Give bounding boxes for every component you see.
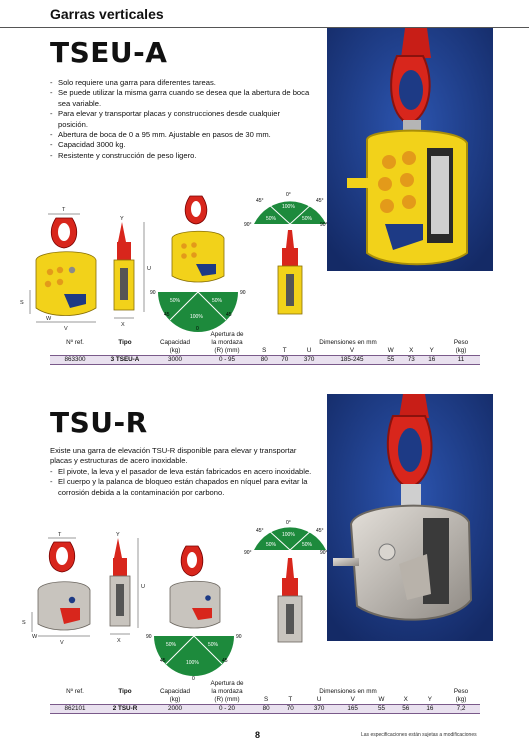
product-title-tseu-a: TSEU-A [50,36,168,69]
angle-label: 90 [150,290,156,296]
cell-peso: 11 [442,356,480,365]
cell-dim: 56 [394,705,418,714]
col-unit: (R) (mm) [214,347,240,354]
col-unit: (kg) [169,696,181,703]
dim-label-u: U [141,584,145,590]
col-header [200,331,254,347]
dim-col: W [378,696,385,703]
cell-dim: 70 [278,705,302,714]
col-header [200,680,254,696]
dim-col: Y [427,696,432,703]
side-view-drawing [110,532,145,644]
cell-dim: 16 [418,705,442,714]
cell-dim: 70 [274,356,294,365]
col-unit: (kg) [455,347,467,354]
cell-dim: 55 [369,705,393,714]
dim-label-t: T [58,532,62,538]
cell-dim: 370 [302,705,336,714]
pct-label: 50% [166,642,177,648]
dim-label-y: Y [120,216,124,222]
pct-label: 50% [302,542,313,548]
dim-col: T [288,696,293,703]
front-view-drawing [22,532,90,646]
angle-label: 0° [286,520,291,526]
dim-label-v: V [64,326,68,332]
col-header: Peso [453,688,469,695]
pct-label: 50% [266,216,277,222]
angle-view-drawing [146,546,242,682]
cell-peso: 7,2 [442,705,480,714]
angle-label: 0° [286,192,291,198]
angle-label: 90° [320,222,328,228]
cell-apertura: 0 - 95 [200,356,254,365]
dim-col: U [316,696,322,703]
angle-label: 90° [320,550,328,556]
pct-label: 50% [208,642,219,648]
angle-label: 0 [196,326,199,332]
feature-item: - El pivote, la leva y el pasador de leva están fabricados en acero inoxidable. [50,467,312,477]
cell-tipo: 3 TSEU-A [100,356,150,365]
cell-ref: 863300 [50,356,100,365]
description-tsu-r [50,446,312,498]
dim-label-s: S [20,300,24,306]
angle-label: 90 [236,634,242,640]
dim-col: S [263,696,269,703]
footer-note: Las especificaciones están sujetas a modificaciones [361,732,477,738]
angle-label: 45 [164,312,170,318]
dim-label-v: V [60,640,64,646]
feature-list-tsu-r [50,467,312,498]
cell-ref: 862101 [50,705,100,714]
dim-label-w: W [46,316,52,322]
intro-text: Existe una garra de elevación TSU-R disponible para elevar y transportar placas y estructuras de acero inoxidable. [50,446,297,466]
pct-label: 50% [302,216,313,222]
cell-dim: 165 [336,705,370,714]
dim-col: Y [429,347,434,354]
cell-dim: 80 [254,356,274,365]
front-view-drawing [20,207,96,332]
header-line: Apertura de [210,680,244,687]
pct-label: 100% [190,314,203,320]
cell-tipo: 2 TSU-R [100,705,150,714]
top-angle-diagram [244,520,328,642]
col-header: Peso [453,339,469,346]
cell-dim: 16 [421,356,442,365]
col-header: Nº ref. [66,688,84,695]
dim-label-t: T [62,207,66,213]
angle-label: 45° [316,198,324,204]
technical-drawings-tsu-r [20,520,330,684]
angle-label: 45 [226,312,232,318]
pct-label: 100% [282,204,295,210]
dim-label-x: X [121,322,125,328]
angle-label: 0 [192,676,195,682]
col-unit: (kg) [455,696,467,703]
pct-label: 50% [266,542,277,548]
top-angle-diagram [244,192,328,314]
dim-col: S [262,347,267,354]
yellow-clamp-photo [327,28,493,271]
table-row [50,356,480,365]
col-header: Tipo [118,688,132,695]
angle-label: 90 [146,634,152,640]
spec-table-tsu-r [50,680,480,714]
col-header: Capacidad [159,688,191,695]
dim-col: U [306,347,312,354]
feature-item: - Solo requiere una garra para diferentes tareas. [50,78,310,88]
dim-col: V [350,696,355,703]
cell-dim: 80 [254,705,278,714]
pct-label: 100% [186,660,199,666]
dim-label-x: X [117,638,121,644]
cell-dim: 73 [401,356,421,365]
feature-item: - Abertura de boca de 0 a 95 mm. Ajustable en pasos de 30 mm. [50,130,310,140]
col-header: Capacidad [159,339,191,346]
angle-view-drawing [150,196,246,332]
dim-col: V [349,347,355,354]
col-header: Nº ref. [66,339,84,346]
product-photo-tsu-r [327,394,493,641]
angle-label: 90° [244,222,252,228]
dim-col: W [387,347,394,354]
angle-label: 45 [160,658,166,664]
col-header-group: Dimensiones en mm [319,688,377,695]
angle-label: 45° [256,198,264,204]
cell-dim: 185-245 [323,356,380,365]
feature-item: - Para elevar y transportar placas y construcciones desde cualquier posición. [50,109,310,130]
side-view-drawing [114,216,151,328]
feature-list-tseu-a [50,78,310,161]
cell-apertura: 0 - 20 [200,705,254,714]
angle-label: 45 [222,658,228,664]
feature-item: - Resistente y construcción de peso ligero. [50,151,310,161]
header-line: la mordaza [211,339,243,346]
dim-label-s: S [22,620,26,626]
col-unit: (kg) [169,347,181,354]
feature-item: - Capacidad 3000 kg. [50,140,310,150]
pct-label: 50% [212,298,223,304]
feature-item: - Se puede utilizar la misma garra cuando se desea que la abertura de boca sea variable. [50,88,310,109]
col-header: Tipo [118,339,132,346]
feature-item: - El cuerpo y la palanca de bloqueo están chapados en níquel para evitar la corrosión debida a la contaminación por carbono. [50,477,312,498]
cell-dim: 55 [380,356,400,365]
nickel-clamp-photo [327,394,493,641]
dim-label-u: U [147,266,151,272]
product-photo-tseu-a [327,28,493,271]
angle-label: 90 [240,290,246,296]
dim-label-y: Y [116,532,120,538]
dim-col: X [409,347,414,354]
section-heading: Garras verticales [50,6,164,22]
product-title-tsu-r: TSU-R [50,406,148,439]
header-line: la mordaza [211,688,243,695]
angle-label: 45° [256,528,264,534]
angle-label: 45° [316,528,324,534]
pct-label: 100% [282,532,295,538]
page-number: 8 [255,730,261,740]
dim-label-w: W [32,634,38,640]
cell-dim: 370 [295,356,323,365]
col-unit: (R) (mm) [214,696,240,703]
header-line: Apertura de [210,331,244,338]
technical-drawings-tseu-a [20,190,330,332]
dim-col: T [282,347,287,354]
col-header-group: Dimensiones en mm [319,339,377,346]
pct-label: 50% [170,298,181,304]
angle-label: 90° [244,550,252,556]
spec-table-tseu-a [50,331,480,365]
cell-capacidad: 2000 [150,705,200,714]
table-row [50,705,480,714]
dim-col: X [403,696,408,703]
cell-capacidad: 3000 [150,356,200,365]
